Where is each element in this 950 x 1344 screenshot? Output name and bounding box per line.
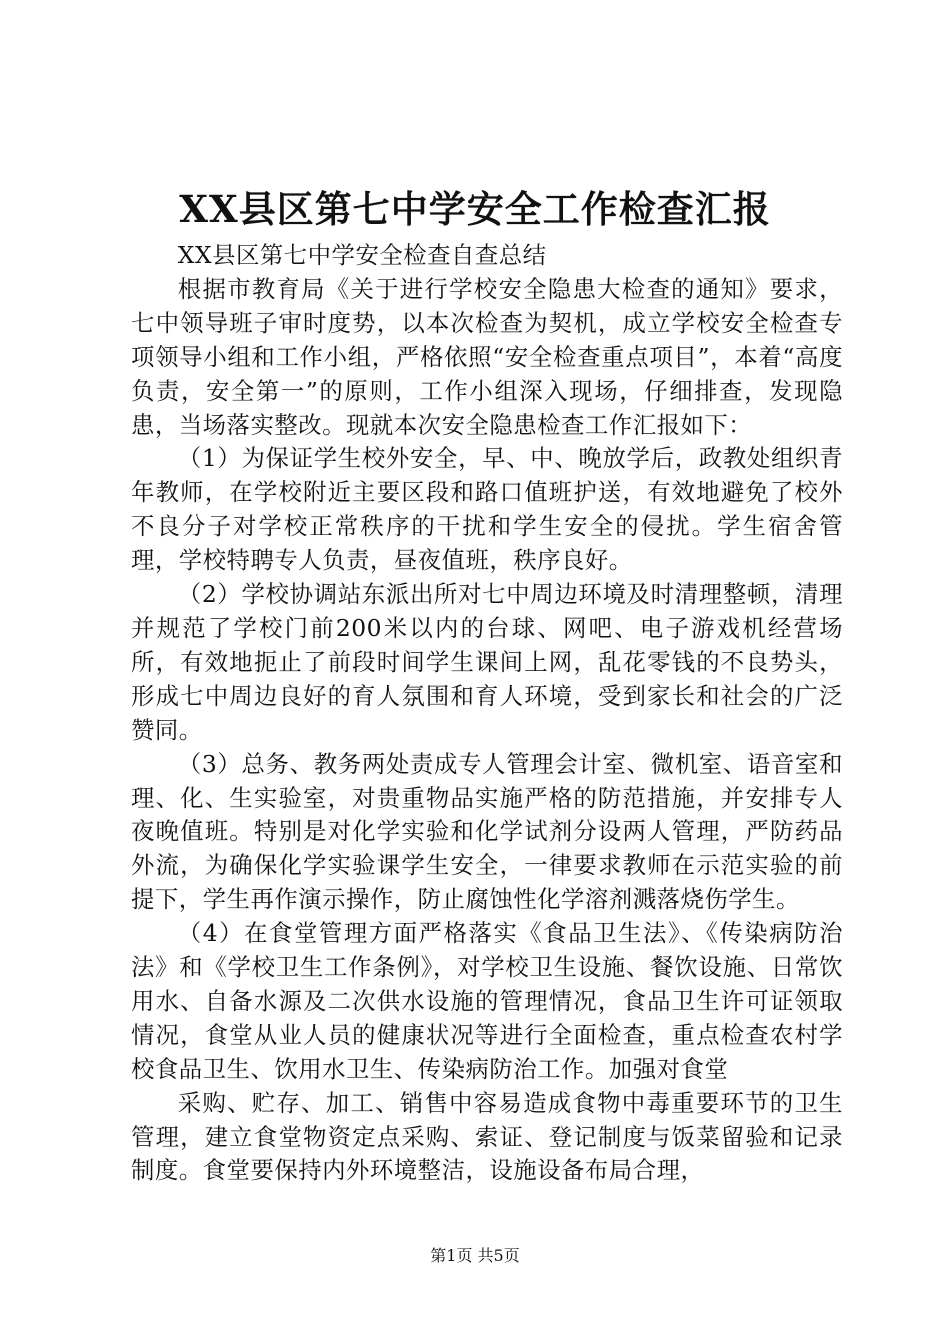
paragraph-intro: 根据市教育局《关于进行学校安全隐患大检查的通知》要求，七中领导班子审时度势，以本次检查为契机，成立学校安全检查专项领导小组和工作小组，严格依照“安全检查重点项目”，本着“高度负责，安全第一”的原则，工作小组深入现场，仔细排查，发现隐患，当场落实整改。现就本次安全隐患检查工作汇报如下： [131,274,843,439]
paragraph-item-2: （2）学校协调站东派出所对七中周边环境及时清理整顿，清理并规范了学校门前200米以内的台球、网吧、电子游戏机经营场所，有效地扼止了前段时间学生课间上网，乱花零钱的不良势头，形成七中周边良好的育人氛围和育人环境，受到家长和社会的广泛赞同。 [131,580,843,744]
paragraph-continuation: 采购、贮存、加工、销售中容易造成食物中毒重要环节的卫生管理，建立食堂物资定点采购、索证、登记制度与饭菜留验和记录制度。食堂要保持内外环境整洁，设施设备布局合理， [131,1088,843,1185]
page-number-footer: 第1页 共5页 [430,1246,520,1265]
paragraph-item-4: （4）在食堂管理方面严格落实《食品卫生法》、《传染病防治法》和《学校卫生工作条例》，对学校卫生设施、餐饮设施、日常饮用水、自备水源及二次供水设施的管理情况，食品卫生许可证领取情况，食堂从业人员的健康状况等进行全面检查，重点检查农村学校食品卫生、饮用水卫生、传染病防治工作。加强对食堂 [131,919,843,1083]
paragraph-item-1: （1）为保证学生校外安全，早、中、晚放学后，政教处组织青年教师，在学校附近主要区段和路口值班护送，有效地避免了校外不良分子对学校正常秩序的干扰和学生安全的侵扰。学生宿舍管理，学校特聘专人负责，昼夜值班，秩序良好。 [131,444,843,575]
document-title: XX县区第七中学安全工作检查汇报 [179,187,771,231]
document-body [131,239,843,1188]
paragraph-item-3: （3）总务、教务两处责成专人管理会计室、微机室、语音室和理、化、生实验室，对贵重物品实施严格的防范措施，并安排专人夜晚值班。特别是对化学实验和化学试剂分设两人管理，严防药品外流，为确保化学实验课学生安全，一律要求教师在示范实验的前提下，学生再作演示操作，防止腐蚀性化学溶剂溅落烧伤学生。 [131,749,843,914]
paragraph-subtitle: XX县区第七中学安全检查自查总结 [177,241,547,269]
